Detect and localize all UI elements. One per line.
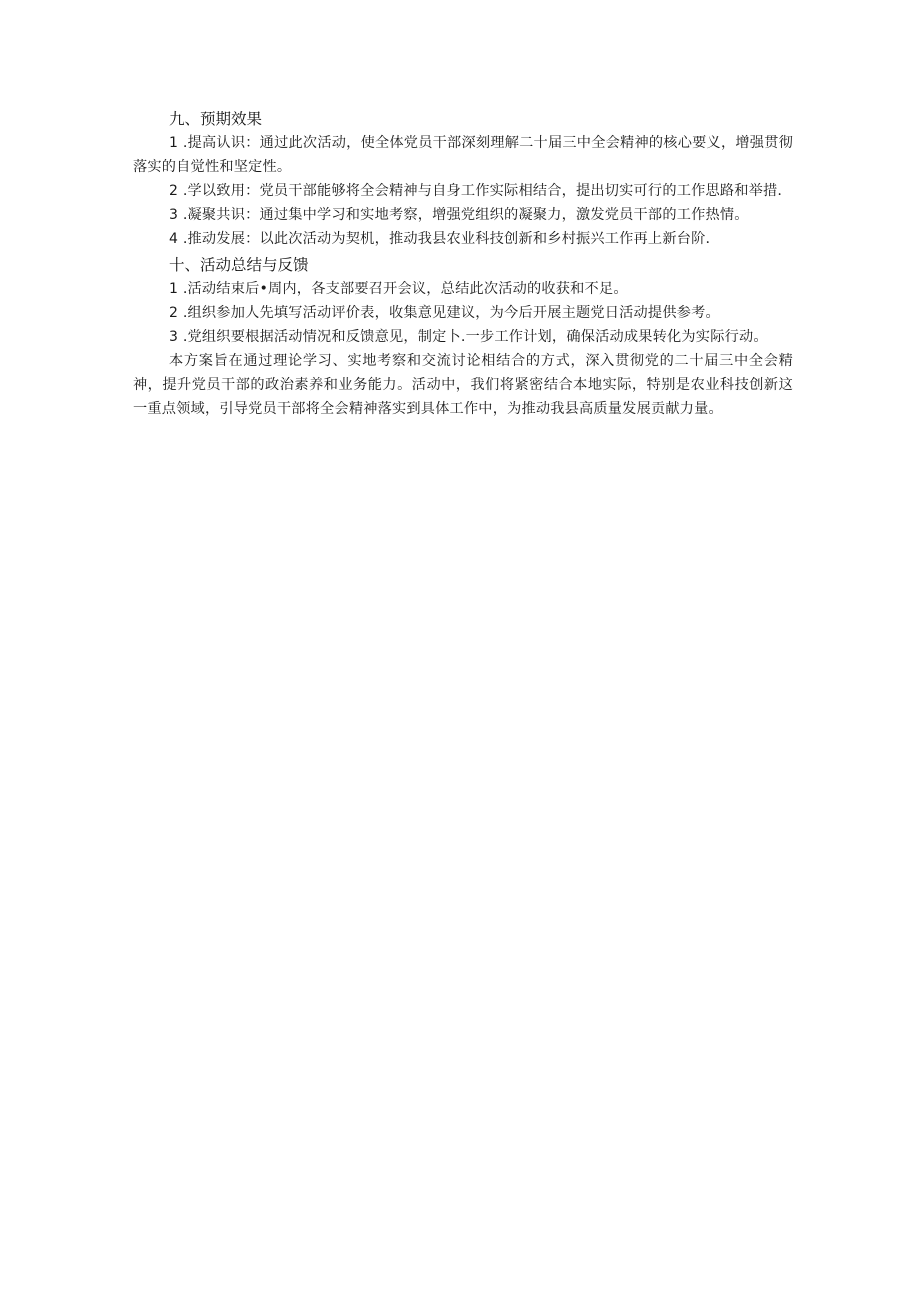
item-text: .组织参加人先填写活动评价表，收集意见建议，为今后开展主题党日活动提供参考。	[178, 305, 720, 321]
section-heading-summary-feedback: 十、活动总结与反馈	[169, 256, 309, 274]
list-item	[133, 325, 793, 349]
item-text: .提高认识：通过此次活动，使全体党员干部深刻理解二十届三中全会精神的核心要义，增强贯彻落实的自觉性和坚定性。	[133, 135, 793, 175]
list-item	[133, 277, 793, 301]
item-text: .推动发展：以此次活动为契机，推动我县农业科技创新和乡村振兴工作再上新台阶.	[178, 231, 711, 247]
item-number: 3	[169, 207, 179, 223]
item-number: 1	[169, 135, 179, 151]
list-item	[133, 203, 793, 227]
list-item	[133, 179, 793, 203]
closing-paragraph: 本方案旨在通过理论学习、实地考察和交流讨论相结合的方式，深入贯彻党的二十届三中全会精神，提升党员干部的政治素养和业务能力。活动中，我们将紧密结合本地实际，特别是农业科技创新这一重点领域，引导党员干部将全会精神落实到具体工作中，为推动我县高质量发展贡献力量。	[133, 353, 793, 417]
section-heading-expected-results: 九、预期效果	[169, 110, 263, 128]
item-number: 2	[169, 305, 179, 321]
item-text: .党组织要根据活动情况和反馈意见，制定卜.一步工作计划，确保活动成果转化为实际行动。	[178, 329, 768, 345]
item-text: .学以致用：党员干部能够将全会精神与自身工作实际相结合，提出切实可行的工作思路和举措.	[178, 183, 783, 199]
document-body	[133, 105, 793, 421]
item-text: .凝聚共识：通过集中学习和实地考察，增强党组织的凝聚力，激发党员干部的工作热情。	[178, 207, 749, 223]
list-item	[133, 227, 793, 251]
item-number: 1	[169, 281, 179, 297]
item-text: .活动结束后•周内，各支部要召开会议，总结此次活动的收获和不足。	[178, 281, 628, 297]
item-number: 2	[169, 183, 179, 199]
list-item	[133, 301, 793, 325]
item-number: 4	[169, 231, 179, 247]
list-item	[133, 131, 793, 179]
item-number: 3	[169, 329, 179, 345]
